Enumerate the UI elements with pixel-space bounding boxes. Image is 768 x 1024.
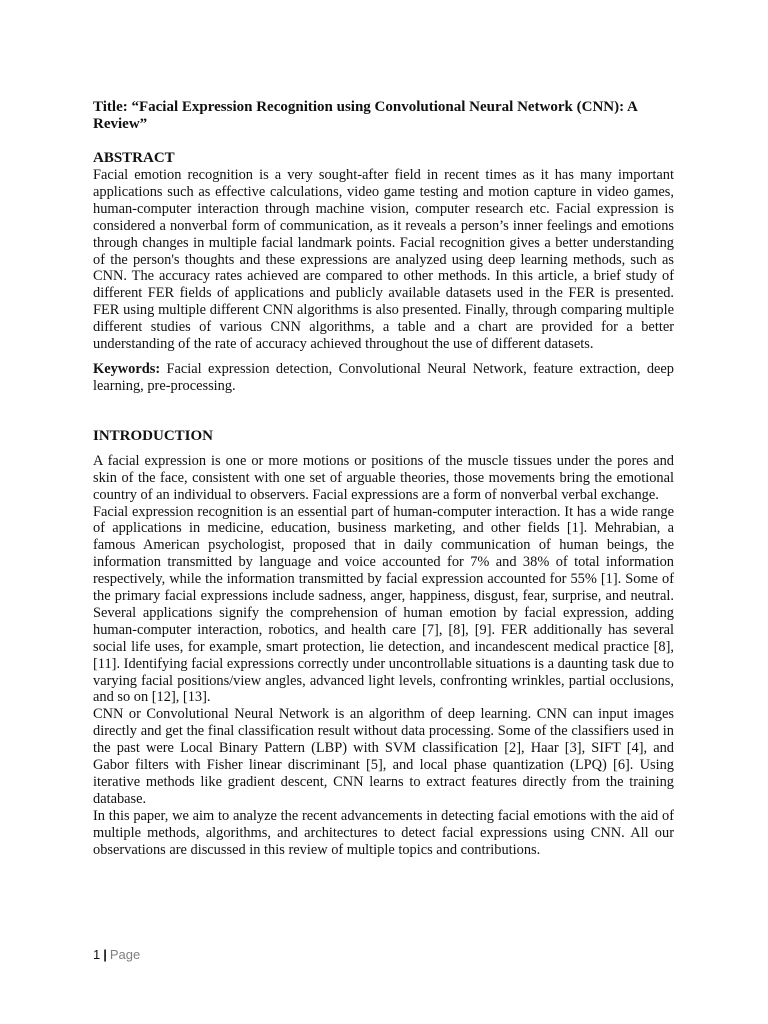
introduction-paragraph-2: Facial expression recognition is an essential part of human-computer interaction. It has a wide range of applications in medicine, education, business marketing, and other fields [1]. Mehrabian, a famous American psychologist, proposed that in daily communication of human beings, the information transmitted by language and voice accounted for 7% and 38% of total information respectively, while the information transmitted by facial expression accounted for 55% [1]. Some of the primary facial expressions include sadness, anger, happiness, disgust, fear, surprise, and neutral. Several applications signify the comprehension of human emotion by facial expression, adding human-computer interaction, robotics, and health care [7], [8], [9]. FER additionally has several social life uses, for example, smart protection, lie detection, and incandescent medical practice [8], [11]. Identifying facial expressions correctly under uncontrollable situations is a daunting task due to varying facial positions/view angles, advanced light levels, confronting wrinkles, partial occlusions, and so on [12], [13]. (93, 503, 674, 706)
page-number: 1 (93, 947, 101, 962)
abstract-heading: ABSTRACT (93, 150, 175, 166)
page-word: Page (109, 947, 141, 962)
introduction-paragraph-1: A facial expression is one or more motions or positions of the muscle tissues under the pores and skin of the face, consistent with one set of arguable theories, those movements bring the emotional country of an individual to observers. Facial expressions are a form of nonverbal verbal exchange. (93, 452, 674, 503)
keywords-label: Keywords: (93, 360, 161, 377)
document-title: Title: “Facial Expression Recognition using Convolutional Neural Network (CNN): A Review” (93, 99, 638, 132)
page-footer (93, 947, 140, 963)
introduction-paragraph-3: CNN or Convolutional Neural Network is an algorithm of deep learning. CNN can input images directly and get the final classification result without data processing. Some of the classifiers used in the past were Local Binary Pattern (LBP) with SVM classification [2], Haar [3], SIFT [4], and Gabor filters with Fisher linear discriminant [5], and local phase quantization (LPQ) [6]. Using iterative methods like gradient descent, CNN learns to extract features directly from the training database. (93, 706, 674, 807)
abstract-body: Facial emotion recognition is a very sought-after field in recent times as it has many important applications such as effective calculations, video game testing and motion capture in video games, human-computer interaction through machine vision, computer research etc. Facial expression is considered a nonverbal form of communication, as it reveals a person’s inner feelings and emotions through changes in multiple facial landmark points. Facial recognition gives a better understanding of the person's thoughts and these expressions are analyzed using deep learning methods, such as CNN. The accuracy rates achieved are compared to other methods. In this article, a brief study of different FER fields of applications and publicly available datasets used in the FER is presented. FER using multiple different CNN algorithms is also presented. Finally, through comparing multiple different studies of various CNN algorithms, a table and a chart are provided for a better understanding of the rate of accuracy achieved throughout the use of different datasets. (93, 167, 674, 353)
footer-separator: | (103, 947, 107, 962)
introduction-heading: INTRODUCTION (93, 427, 214, 444)
introduction-paragraph-4: In this paper, we aim to analyze the recent advancements in detecting facial emotions with the aid of multiple methods, algorithms, and architectures to detect facial expressions using CNN. All our observations are discussed in this review of multiple topics and contributions. (93, 807, 674, 858)
keywords-text: Facial expression detection, Convolutional Neural Network, feature extraction, deep learning, pre-processing. (93, 360, 674, 394)
document-content (93, 99, 674, 859)
keywords (93, 361, 674, 395)
